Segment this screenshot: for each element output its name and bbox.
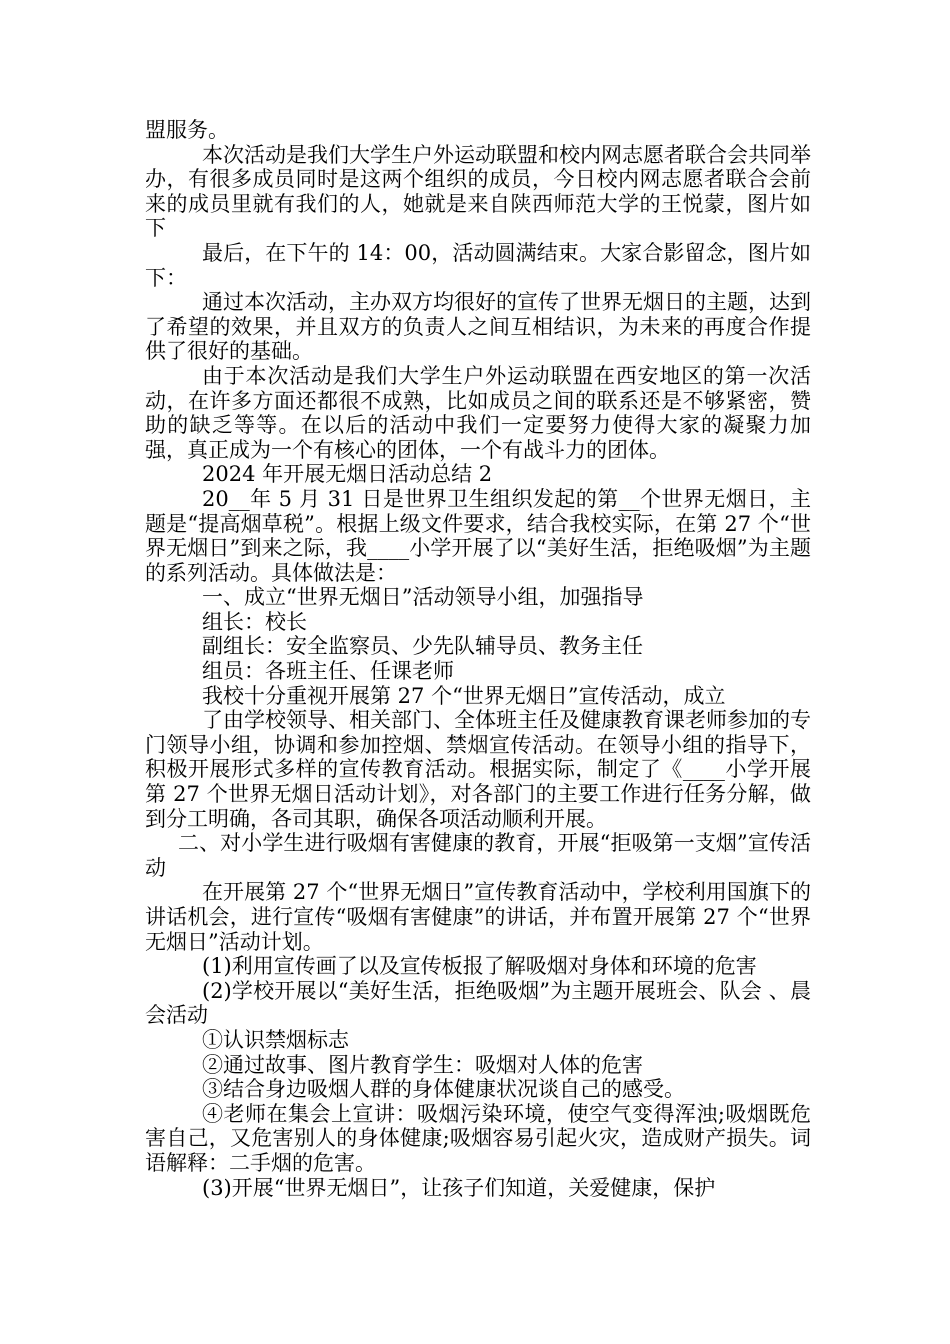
section-heading: 二、对小学生进行吸烟有害健康的教育，开展“拒吸第一支烟”宣传活动 — [145, 831, 811, 880]
paragraph: 通过本次活动，主办双方均很好的宣传了世界无烟日的主题，达到了希望的效果，并且双方的负责人之间互相结识，为未来的再度合作提供了很好的基础。 — [145, 290, 811, 364]
list-item: ②通过故事、图片教育学生：吸烟对人体的危害 — [202, 1052, 643, 1077]
paragraph: 了由学校领导、相关部门、全体班主任及健康教育课老师参加的专门领导小组，协调和参加控烟、禁烟宣传活动。在领导小组的指导下，积极开展形式多样的宣传教育活动。根据实际，制定了《____小学开展第 27 个世界无烟日活动计划》，对各部门的主要工作进行任务分解，做到分工明确，各司其职，确保各项活动顺利开展。 — [145, 708, 811, 831]
paragraph: 组长：校长 — [202, 609, 307, 634]
list-item: ①认识禁烟标志 — [202, 1027, 349, 1052]
paragraph: 副组长：安全监察员、少先队辅导员、教务主任 — [202, 634, 643, 659]
paragraph: 由于本次活动是我们大学生户外运动联盟在西安地区的第一次活动，在许多方面还都很不成熟，比如成员之间的联系还是不够紧密，赞助的缺乏等等。在以后的活动中我们一定要努力使得大家的凝聚力加强，真正成为一个有核心的团体，一个有战斗力的团体。 — [145, 363, 811, 462]
paragraph: 本次活动是我们大学生户外运动联盟和校内网志愿者联合会共同举办，有很多成员同时是这两个组织的成员，今日校内网志愿者联合会前来的成员里就有我们的人，她就是来自陕西师范大学的王悦蒙，图片如下 — [145, 142, 811, 241]
section-heading: 一、成立“世界无烟日”活动领导小组，加强指导 — [202, 585, 644, 610]
list-item: (1)利用宣传画了以及宣传板报了解吸烟对身体和环境的危害 — [202, 954, 757, 979]
paragraph: 最后，在下午的 14：00，活动圆满结束。大家合影留念，图片如下： — [145, 240, 811, 290]
section-heading: 2024 年开展无烟日活动总结 2 — [202, 462, 493, 487]
list-item: ③结合身边吸烟人群的身体健康状况谈自己的感受。 — [202, 1077, 685, 1102]
paragraph: 盟服务。 — [145, 118, 229, 142]
list-item: ④老师在集会上宣讲：吸烟污染环境，使空气变得浑浊;吸烟既危害自己，又危害别人的身体健康;吸烟容易引起火灾，造成财产损失。词语解释：二手烟的危害。 — [145, 1101, 811, 1175]
paragraph: 组员：各班主任、任课老师 — [202, 659, 454, 684]
paragraph: 在开展第 27 个“世界无烟日”宣传教育活动中，学校利用国旗下的讲话机会，进行宣传“吸烟有害健康”的讲话，并布置开展第 27 个“世界无烟日”活动计划。 — [145, 880, 811, 954]
paragraph: 20__年 5 月 31 日是世界卫生组织发起的第__个世界无烟日，主题是“提高烟草税”。根据上级文件要求，结合我校实际，在第 27 个“世界无烟日”到来之际，我____小学开展了以“美好生活，拒绝吸烟”为主题的系列活动。具体做法是： — [145, 486, 811, 585]
list-item: (3)开展“世界无烟日”，让孩子们知道，关爱健康，保护 — [202, 1175, 716, 1200]
document-page — [145, 118, 811, 1200]
paragraph: 我校十分重视开展第 27 个“世界无烟日”宣传活动，成立 — [202, 683, 726, 708]
list-item: (2)学校开展以“美好生活，拒绝吸烟”为主题开展班会、队会 、晨会活动 — [145, 978, 811, 1028]
